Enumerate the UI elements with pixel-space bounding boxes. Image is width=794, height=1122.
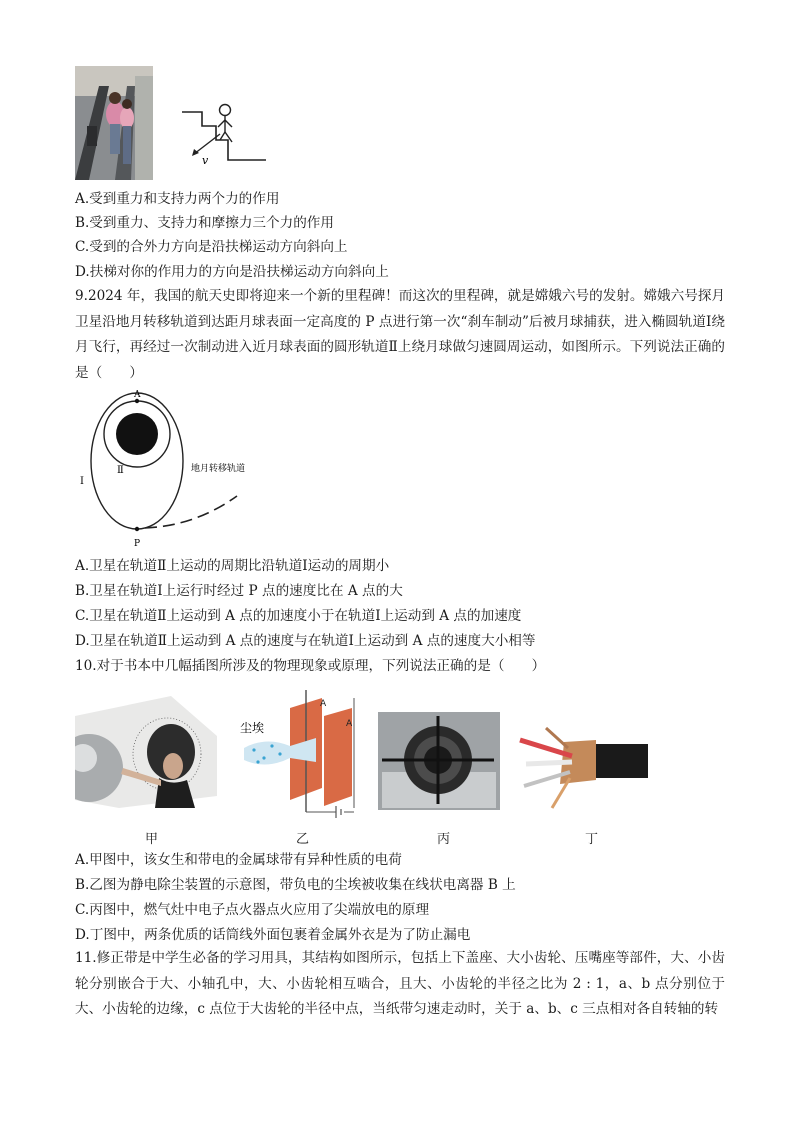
label-plate-a-1: A: [320, 699, 327, 709]
q10-stem: 10.对于书本中几幅插图所涉及的物理现象或原理，下列说法正确的是（ ）: [75, 658, 546, 674]
label-dust: 尘埃: [240, 721, 265, 735]
q8-option-a: A.受到重力和支持力两个力的作用: [75, 191, 280, 207]
label-p: P: [134, 539, 141, 549]
figure-bing-gas-stove: [378, 712, 500, 810]
q9-option-a: A.卫星在轨道Ⅱ上运动的周期比沿轨道Ⅰ运动的周期小: [75, 558, 390, 574]
label-transfer-orbit: 地月转移轨道: [191, 464, 246, 474]
q10-option-b: B.乙图为静电除尘装置的示意图，带负电的尘埃被收集在线状电离器 B 上: [75, 877, 516, 893]
q9-option-c: C.卫星在轨道Ⅱ上运动到 A 点的加速度小于在轨道Ⅰ上运动到 A 点的加速度: [75, 608, 522, 624]
caption-bing: 丙: [437, 832, 451, 847]
caption-yi: 乙: [296, 832, 310, 847]
figure-jia-static-ball: [75, 696, 217, 808]
escalator-diagram: [180, 98, 270, 164]
caption-ding: 丁: [585, 832, 599, 847]
q9-stem: 9.2024 年，我国的航天史即将迎来一个新的里程碑！而这次的里程碑，就是嫦娥六号的发射。嫦娥六号探月卫星沿地月转移轨道到达距月球表面一定高度的 P 点进行第一次“刹车制动”后被月球捕获，进入椭圆轨道Ⅰ绕月飞行，再经过一次制动进入近月球表面的圆形轨道Ⅱ上绕月球做匀速圆周运动，如图所示。下列说法正确的是（ ）: [75, 288, 726, 381]
label-orbit-i: Ⅰ: [80, 476, 84, 487]
figure-yi-precipitator: [236, 688, 372, 822]
q10-option-d: D.丁图中，两条优质的话筒线外面包裹着金属外衣是为了防止漏电: [75, 927, 471, 943]
velocity-label: v: [202, 154, 209, 164]
q11-stem: 11.修正带是中学生必备的学习用具，其结构如图所示，包括上下盖座、大小齿轮、压嘴座等部件，大、小齿轮分别嵌合于大、小轴孔中，大、小齿轮相互啮合，且大、小齿轮的半径之比为 2 : 1，a、b 点分别位于大、小齿轮的边缘，c 点位于大齿轮的半径中点，当纸带匀速走动时，关于 a、b、c 三点相对各自转轴的转: [75, 950, 725, 1017]
label-plate-a-2: A: [346, 719, 353, 729]
q8-option-c: C.受到的合外力方向是沿扶梯运动方向斜向上: [75, 239, 348, 255]
q10-option-c: C.丙图中，燃气灶中电子点火器点火应用了尖端放电的原理: [75, 902, 430, 918]
lunar-orbit-diagram: [75, 386, 275, 550]
q8-option-b: B.受到重力、支持力和摩擦力三个力的作用: [75, 215, 334, 231]
caption-jia: 甲: [145, 832, 159, 847]
q9-option-b: B.卫星在轨道Ⅰ上运行时经过 P 点的速度比在 A 点的大: [75, 583, 403, 599]
q9-option-d: D.卫星在轨道Ⅱ上运动到 A 点的速度与在轨道Ⅰ上运动到 A 点的速度大小相等: [75, 633, 536, 649]
escalator-photo: [75, 66, 153, 180]
q10-option-a: A.甲图中，该女生和带电的金属球带有异种性质的电荷: [75, 852, 402, 868]
figure-ding-mic-cable: [516, 722, 648, 810]
q8-option-d: D.扶梯对你的作用力的方向是沿扶梯运动方向斜向上: [75, 264, 389, 280]
label-orbit-ii: Ⅱ: [117, 465, 124, 476]
label-a: A: [134, 390, 141, 400]
